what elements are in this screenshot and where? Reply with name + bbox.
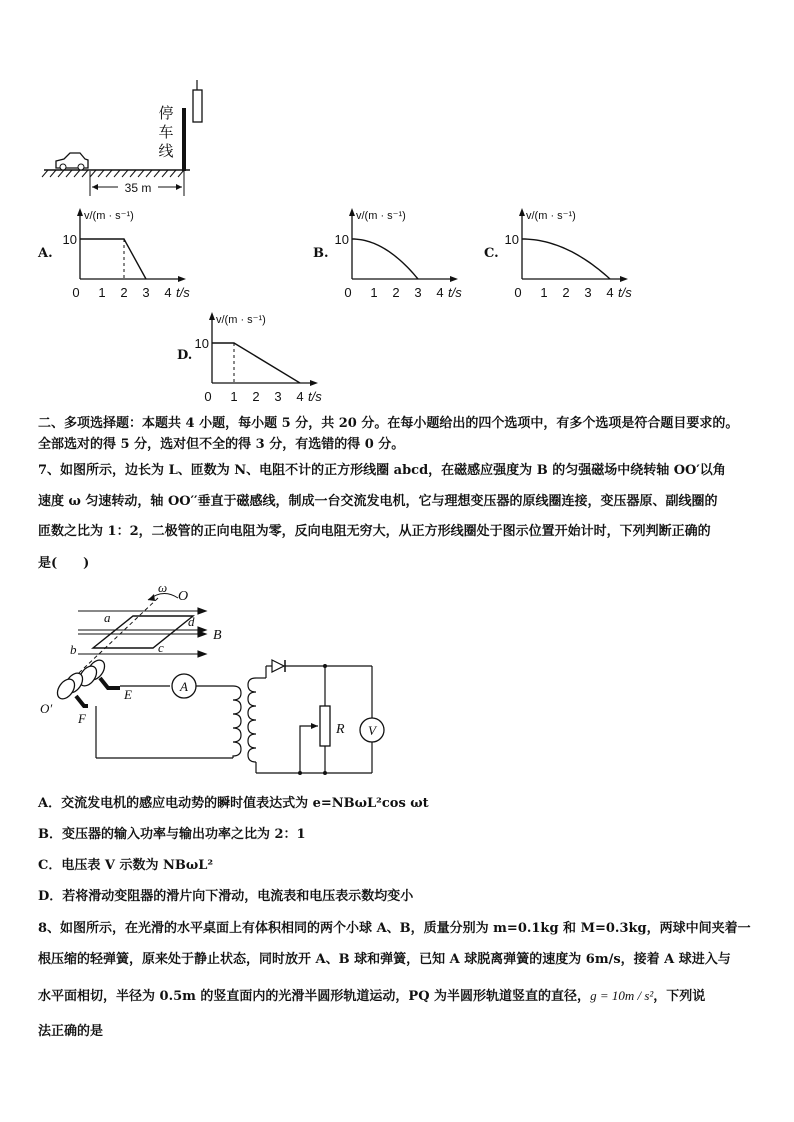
resistor-r-label: R — [336, 722, 345, 737]
q7-option-c: C．电压表 V 示数为 NBωL² — [38, 858, 214, 873]
y-axis-label: v/(m · s⁻¹) — [356, 210, 406, 222]
graph-option-a-label: A. — [38, 246, 53, 261]
graph-option-b — [334, 206, 470, 306]
x-tick-label: 2 — [562, 285, 570, 300]
y-tick-label: 10 — [504, 232, 519, 247]
corner-b-label: b — [70, 642, 77, 657]
corner-c-label: c — [158, 640, 164, 655]
stop-line-pole — [182, 108, 186, 171]
graph-option-d-label: D. — [177, 348, 193, 363]
x-tick-label: 4 — [296, 389, 304, 404]
q8-line3-text: 水平面相切，半径为 0.5m 的竖直面内的光滑半圆形轨道运动，PQ 为半圆形轨道竖直的直径， — [38, 989, 591, 1004]
y-axis-label: v/(m · s⁻¹) — [216, 314, 266, 326]
gravity-formula: g = 10m / s² — [590, 988, 654, 1003]
x-tick-label: 3 — [584, 285, 592, 300]
y-tick-label: 10 — [334, 232, 349, 247]
q7-option-d: D．若将滑动变阻器的滑片向下滑动，电流表和电压表示数均变小 — [38, 889, 414, 904]
generator-circuit-figure — [38, 578, 398, 788]
q7-line4: 是( ) — [38, 556, 90, 571]
x-tick-label: 2 — [120, 285, 128, 300]
x-tick-label: 0 — [344, 285, 352, 300]
x-tick-label: 3 — [142, 285, 150, 300]
x-tick-label: 4 — [606, 285, 614, 300]
q7-line2: 速度 ω 匀速转动，轴 OO′′垂直于磁感线，制成一台交流发电机，它与理想变压器的原线圈连接，变压器原、副线圈的 — [38, 494, 718, 509]
section-header-line2: 全部选对的得 5 分，选对但不全的得 3 分，有选错的得 0 分。 — [38, 437, 405, 452]
corner-a-label: a — [104, 610, 111, 625]
x-tick-label: 1 — [540, 285, 548, 300]
x-tick-label: 0 — [514, 285, 522, 300]
x-tick-label: 3 — [274, 389, 282, 404]
x-axis-label: t/s — [176, 285, 190, 300]
x-tick-label: 3 — [414, 285, 422, 300]
x-tick-label: 1 — [230, 389, 238, 404]
x-axis-arrow — [178, 276, 186, 282]
graph-option-a — [62, 206, 198, 306]
brush-f-label: F — [78, 711, 86, 726]
graph-option-c-label: C. — [484, 246, 499, 261]
traffic-light-icon — [193, 80, 202, 122]
q7-option-a: A．交流发电机的感应电动势的瞬时值表达式为 e=NBωL²cos ωt — [38, 796, 429, 811]
graph-option-d — [194, 310, 330, 410]
rheostat-icon — [320, 706, 330, 746]
velocity-curve — [352, 239, 418, 279]
q8-line2: 根压缩的轻弹簧，原来处于静止状态，同时放开 A、B 球和弹簧，已知 A 球脱离弹簧的速度为 6m/s，接着 A 球进入与 — [38, 952, 731, 967]
car-stopline-figure — [40, 78, 220, 203]
diode-icon — [272, 660, 285, 672]
x-axis-label: t/s — [618, 285, 632, 300]
graph-option-c — [504, 206, 640, 306]
x-tick-label: 2 — [392, 285, 400, 300]
x-axis-arrow — [310, 380, 318, 386]
section-header-line1: 二、多项选择题：本题共 4 小题，每小题 5 分，共 20 分。在每小题给出的四个选项中，有多个选项是符合题目要求的。 — [38, 416, 739, 431]
q8-line3-end: ，下列说 — [653, 989, 706, 1004]
point-o-label: O — [178, 589, 189, 604]
q7-line3: 匝数之比为 1：2，二极管的正向电阻为零，反向电阻无穷大，从正方形线圈处于图示位置开始计时，下列判断正确的 — [38, 524, 711, 539]
velocity-curve — [80, 239, 146, 279]
x-axis-label: t/s — [308, 389, 322, 404]
car-icon — [56, 153, 88, 170]
x-tick-label: 4 — [436, 285, 444, 300]
y-axis-label: v/(m · s⁻¹) — [84, 210, 134, 222]
field-b-label: B — [213, 628, 222, 643]
ammeter-label: A — [180, 679, 188, 694]
q7-line1: 7、如图所示，边长为 L、匝数为 N、电阻不计的正方形线圈 abcd，在磁感应强度为 B 的匀强磁场中绕转轴 OO′以角 — [38, 463, 726, 478]
brush-e-label: E — [124, 687, 132, 702]
x-tick-label: 1 — [370, 285, 378, 300]
omega-label: ω — [158, 580, 168, 595]
x-tick-label: 1 — [98, 285, 106, 300]
corner-d-label: d — [188, 614, 195, 629]
x-tick-label: 0 — [204, 389, 212, 404]
y-axis-arrow — [77, 208, 83, 216]
distance-label: 35 m — [124, 181, 152, 195]
stop-line-label: 停车线 — [158, 104, 174, 160]
x-tick-label: 2 — [252, 389, 260, 404]
q7-option-b: B．变压器的输入功率与输出功率之比为 2：1 — [38, 827, 306, 842]
y-axis-arrow — [349, 208, 355, 216]
x-axis-arrow — [620, 276, 628, 282]
y-axis-label: v/(m · s⁻¹) — [526, 210, 576, 222]
y-tick-label: 10 — [194, 336, 209, 351]
axis-o-prime-label: O′ — [40, 701, 53, 716]
velocity-curve — [212, 343, 300, 383]
velocity-curve — [522, 239, 610, 279]
x-tick-label: 4 — [164, 285, 172, 300]
x-axis-arrow — [450, 276, 458, 282]
y-tick-label: 10 — [62, 232, 77, 247]
q8-line4: 法正确的是 — [38, 1024, 104, 1039]
x-tick-label: 0 — [72, 285, 80, 300]
x-axis-label: t/s — [448, 285, 462, 300]
y-axis-arrow — [209, 312, 215, 320]
y-axis-arrow — [519, 208, 525, 216]
q8-line1: 8、如图所示，在光滑的水平桌面上有体积相同的两个小球 A、B，质量分别为 m=0.1kg 和 M=0.3kg，两球中间夹着一 — [38, 921, 751, 936]
voltmeter-label: V — [368, 723, 376, 738]
graph-option-b-label: B. — [313, 246, 329, 261]
q8-line3 — [38, 985, 705, 1004]
